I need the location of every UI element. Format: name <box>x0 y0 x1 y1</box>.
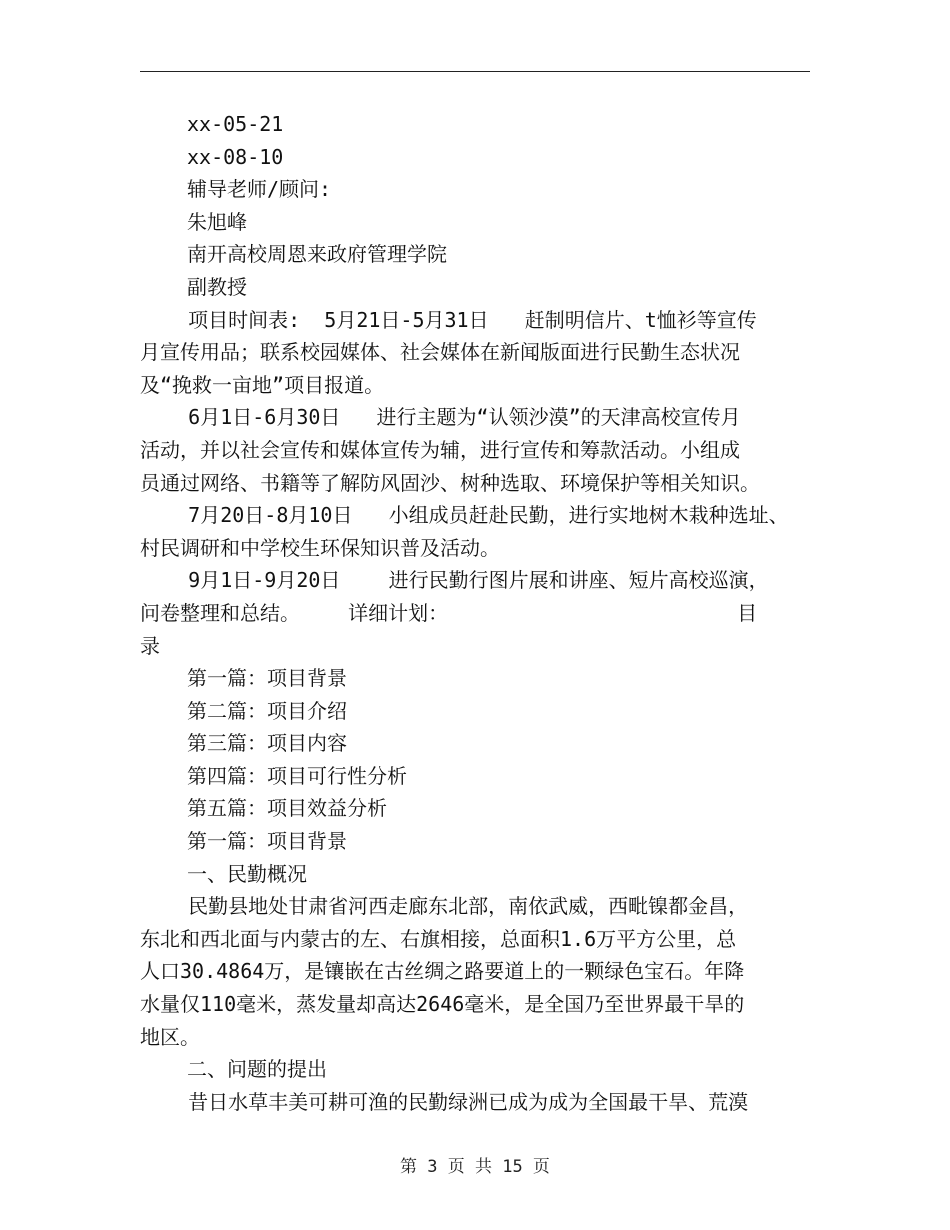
paragraph-line: 月宣传用品；联系校园媒体、社会媒体在新闻版面进行民勤生态状况 <box>140 340 740 365</box>
toc-item: 第五篇：项目效益分析 <box>187 796 387 821</box>
paragraph-line: 及“挽救一亩地”项目报道。 <box>140 372 385 397</box>
paragraph-line: 地区。 <box>140 1024 200 1049</box>
schedule-paragraph-1 <box>140 304 810 402</box>
paragraph-line: 9月1日-9月20日 进行民勤行图片展和讲座、短片高校巡演， <box>140 568 769 593</box>
minqin-overview-paragraph <box>140 890 810 1053</box>
advisor-label: 辅导老师/顾问: <box>187 177 332 202</box>
toc-item: 第一篇：项目背景 <box>187 666 347 691</box>
schedule-paragraph-4 <box>140 564 810 662</box>
page-number: 第 3 页 共 15 页 <box>400 1157 550 1177</box>
toc-item: 第四篇：项目可行性分析 <box>187 763 407 788</box>
toc-item: 第二篇：项目介绍 <box>187 698 347 723</box>
paragraph-line: 村民调研和中学校生环保知识普及活动。 <box>140 535 500 560</box>
schedule-paragraph-3 <box>140 499 810 564</box>
paragraph-line: 人口30.4864万，是镶嵌在古丝绸之路要道上的一颗绿色宝石。年降 <box>140 959 745 984</box>
toc-item: 第三篇：项目内容 <box>187 731 347 756</box>
document-body <box>140 108 810 1118</box>
paragraph-line: 民勤县地处甘肃省河西走廊东北部，南依武威，西毗镍都金昌， <box>140 894 749 919</box>
date-start: xx-05-21 <box>187 112 284 136</box>
paragraph-line: 东北和西北面与内蒙古的左、右旗相接，总面积1.6万平方公里，总 <box>140 926 737 951</box>
schedule-paragraph-2 <box>140 401 810 499</box>
advisor-affiliation: 南开高校周恩来政府管理学院 <box>187 242 447 267</box>
paragraph-line: 昔日水草丰美可耕可渔的民勤绿洲已成为成为全国最干旱、荒漠 <box>140 1089 749 1114</box>
date-end: xx-08-10 <box>187 144 284 169</box>
header-rule <box>140 71 810 72</box>
paragraph-line: 活动，并以社会宣传和媒体宣传为辅，进行宣传和筹款活动。小组成 <box>140 437 740 462</box>
section-heading: 第一篇：项目背景 <box>187 829 347 854</box>
paragraph-line: 7月20日-8月10日 小组成员赶赴民勤，进行实地树木栽种选址、 <box>140 503 789 528</box>
advisor-title: 副教授 <box>187 274 247 299</box>
table-of-contents <box>140 662 810 890</box>
paragraph-line: 问卷整理和总结。 详细计划： 目 <box>140 600 758 625</box>
subsection-heading: 二、问题的提出 <box>187 1057 327 1082</box>
paragraph-line: 项目时间表: 5月21日-5月31日 赶制明信片、t恤衫等宣传 <box>140 307 757 332</box>
paragraph-line: 录 <box>140 633 160 658</box>
paragraph-line: 6月1日-6月30日 进行主题为“认领沙漠”的天津高校宣传月 <box>140 405 741 430</box>
subsection-heading: 一、民勤概况 <box>187 861 307 886</box>
paragraph-line: 员通过网络、书籍等了解防风固沙、树种选取、环境保护等相关知识。 <box>140 470 760 495</box>
paragraph-line: 水量仅110毫米，蒸发量却高达2646毫米，是全国乃至世界最干旱的 <box>140 992 745 1017</box>
advisor-name: 朱旭峰 <box>187 209 247 234</box>
